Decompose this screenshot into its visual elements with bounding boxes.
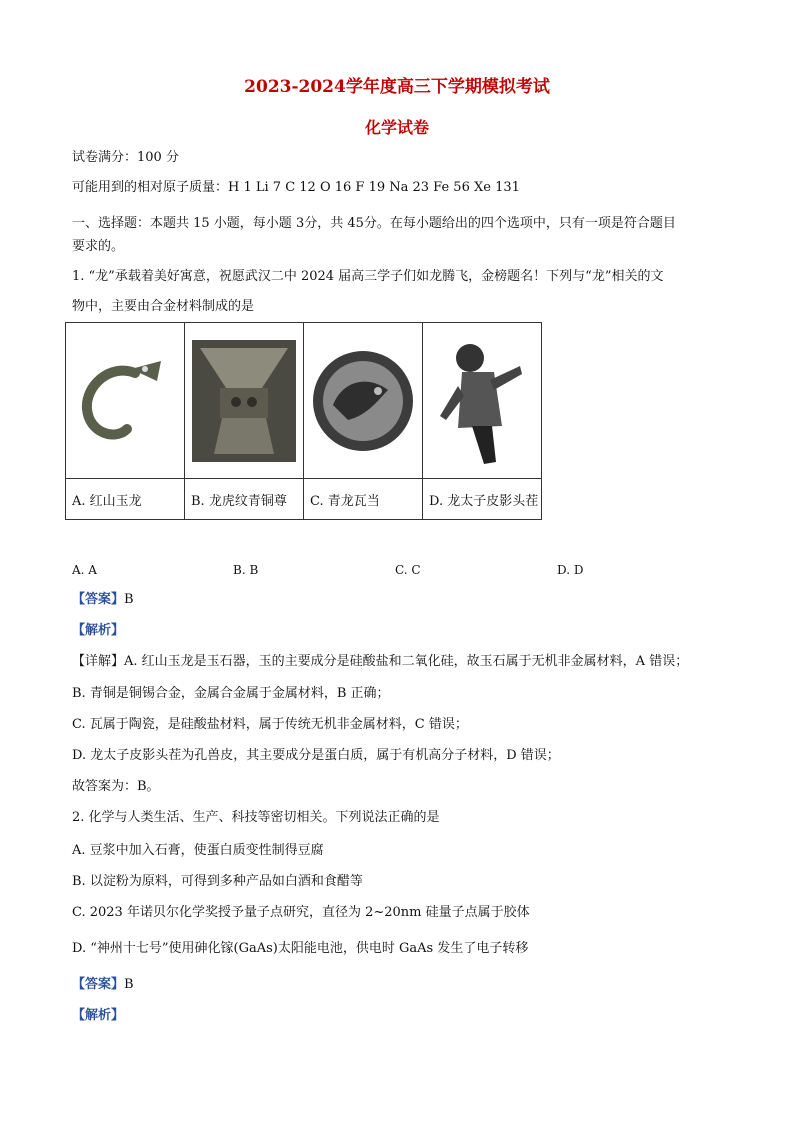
q1-choice-b: B. B: [233, 563, 259, 577]
option-d-label: D. 龙太子皮影头茬: [423, 479, 542, 520]
answer-value: B: [124, 977, 134, 992]
q1-conclusion: 故答案为：B。: [72, 779, 160, 794]
section-instruction: 一、选择题：本题共 15 小题，每小题 3分，共 45分。在每小题给出的四个选项中，只有一项是符合题目: [72, 216, 676, 231]
analysis-tag: 【解析】: [72, 623, 125, 638]
answer-value: B: [124, 592, 134, 607]
q1-detail-line1: [72, 653, 688, 671]
answer-tag: 【答案】: [72, 592, 125, 607]
q1-answer: [72, 591, 134, 609]
q2-option-a: A. 豆浆中加入石膏，使蛋白质变性制得豆腐: [72, 843, 324, 858]
tile-end-image: [304, 323, 423, 479]
q2-option-b: B. 以淀粉为原料，可得到多种产品如白酒和食醋等: [72, 874, 363, 889]
q1-analysis: [72, 622, 124, 640]
section-instruction-cont: 要求的。: [72, 239, 125, 254]
full-score: 试卷满分：100 分: [72, 150, 179, 165]
q1-options-table: [65, 322, 542, 520]
detail-text: A. 红山玉龙是玉石器，玉的主要成分是硅酸盐和二氧化硅，故玉石属于无机非金属材料，A 错误；: [124, 654, 689, 669]
q1-choice-c: C. C: [395, 563, 421, 577]
option-c-label: C. 青龙瓦当: [304, 479, 423, 520]
shadow-puppet-image: [423, 323, 542, 479]
jade-dragon-image: [66, 323, 185, 479]
q1-choice-d: D. D: [557, 563, 584, 577]
exam-title: 2023-2024学年度高三下学期模拟考试: [244, 77, 550, 97]
exam-subtitle: 化学试卷: [364, 118, 429, 137]
q2-option-d: D. “神州十七号”使用砷化镓(GaAs)太阳能电池，供电时 GaAs 发生了电子转移: [72, 941, 529, 956]
answer-tag: 【答案】: [72, 977, 125, 992]
option-b-label: B. 龙虎纹青铜尊: [185, 479, 304, 520]
q2-stem: 2. 化学与人类生活、生产、科技等密切相关。下列说法正确的是: [72, 810, 440, 825]
q2-option-c: C. 2023 年诺贝尔化学奖授予量子点研究，直径为 2~20nm 硅量子点属于胶体: [72, 905, 530, 920]
detail-tag: 【详解】: [72, 654, 125, 669]
q1-detail-line3: C. 瓦属于陶瓷，是硅酸盐材料，属于传统无机非金属材料，C 错误；: [72, 717, 468, 732]
q2-analysis: [72, 1007, 124, 1025]
option-a-label: A. 红山玉龙: [66, 479, 185, 520]
q2-answer: [72, 976, 134, 994]
q1-choice-a: A. A: [72, 563, 97, 577]
q1-stem-cont: 物中，主要由合金材料制成的是: [72, 299, 255, 314]
atomic-mass-line: 可能用到的相对原子质量：H 1 Li 7 C 12 O 16 F 19 Na 23 Fe 56 Xe 131: [72, 180, 520, 195]
analysis-tag: 【解析】: [72, 1008, 125, 1023]
q1-detail-line2: B. 青铜是铜锡合金，金属合金属于金属材料，B 正确；: [72, 686, 390, 701]
q1-stem: 1. “龙”承载着美好寓意，祝愿武汉二中 2024 届高三学子们如龙腾飞，金榜题名！下列与“龙”相关的文: [72, 269, 664, 284]
bronze-vessel-image: [185, 323, 304, 479]
q1-detail-line4: D. 龙太子皮影头茬为孔兽皮，其主要成分是蛋白质，属于有机高分子材料，D 错误；: [72, 748, 560, 763]
